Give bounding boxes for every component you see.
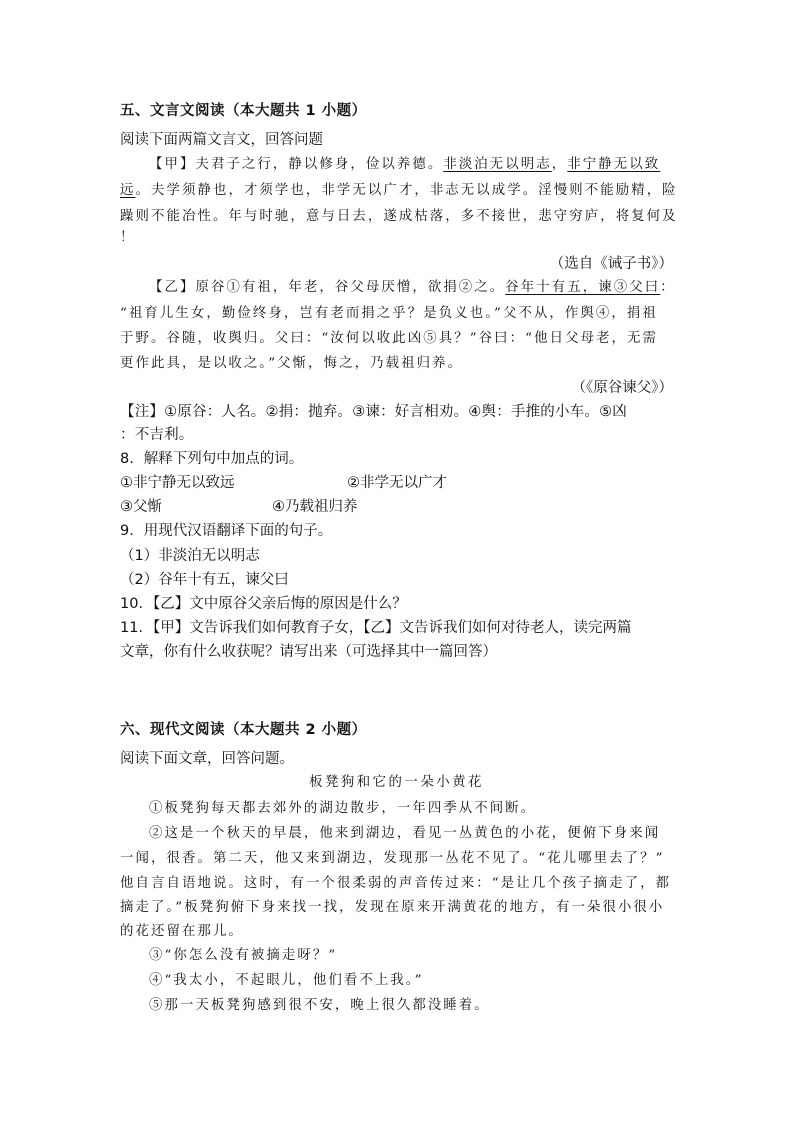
story-paragraph-2-line-3: 他自言自语地说。这时，有一个很柔弱的声音传过来：“是让几个孩子摘走了，都	[120, 876, 672, 891]
annotation-line-2: ：不吉利。	[120, 427, 194, 443]
jia-underlined-text: 远	[120, 183, 136, 198]
yi-text: ：	[660, 280, 676, 295]
jia-text: 【甲】夫君子之行，静以修身，俭以养德。	[149, 157, 444, 172]
section6-title: 六、现代文阅读（本大题共 2 小题）	[120, 722, 367, 738]
story-paragraph-2-line-2: 一闻，很香。第二天，他又来到湖边，发现那一丛花不见了。“花儿哪里去了？”	[120, 851, 665, 866]
story-title: 板凳狗和它的一朵小黄花	[309, 775, 484, 790]
section5-instruction: 阅读下面两篇文言文，回答问题	[120, 132, 323, 148]
question-9-item-1: （1）非淡泊无以明志	[120, 548, 260, 564]
yi-text: 【乙】原谷①有祖，年老，谷父母厌憎，欲捐②之。	[149, 280, 506, 295]
yi-line-1	[149, 278, 676, 298]
question-8-item-4: ④乃载祖归养	[272, 499, 358, 515]
story-paragraph-2-line-5: 的花还留在那儿。	[120, 924, 244, 939]
question-9: 9．用现代汉语翻译下面的句子。	[120, 523, 333, 539]
yi-line-2: “祖育儿生女，勤俭终身，岂有老而捐之乎？是负义也。”父不从，作舆④，捐祖	[120, 306, 658, 321]
annotation-line-1: 【注】①原谷：人名。②捐：抛弃。③谏：好言相劝。④舆：手推的小车。⑤凶	[120, 404, 627, 420]
story-paragraph-2-line-1: ②这是一个秋天的早晨，他来到湖边，看见一丛黄色的小花，便俯下身来闻	[149, 826, 661, 841]
yi-line-3: 于野。谷随，收舆归。父曰：“汝何以收此凶⑤具？”谷曰：“他日父母老，无需	[120, 331, 659, 346]
story-paragraph-4: ④“我太小，不起眼儿，他们看不上我。”	[149, 973, 424, 988]
yi-source: （《原谷谏父》）	[571, 380, 673, 396]
jia-underlined-text: 非宁静无以致	[567, 157, 661, 172]
question-9-item-2: （2）谷年十有五，谏父曰	[120, 572, 289, 588]
story-paragraph-3: ③“你怎么没有被摘走呀？”	[149, 948, 338, 963]
jia-line-4: ！	[120, 230, 136, 245]
jia-line-3: 躁则不能冶性。年与时驰，意与日去，遂成枯落，多不接世，悲守穷庐，将复何及	[120, 209, 678, 224]
section6-instruction: 阅读下面文章，回答问题。	[120, 751, 294, 767]
yi-line-4: 更作此具，是以收之。”父惭，悔之，乃载祖归养。	[120, 356, 464, 371]
jia-line-1	[149, 155, 660, 175]
question-11-line-2: 文章，你有什么收获呢？请写出来（可选择其中一篇回答）	[120, 644, 497, 660]
jia-underlined-text: 非淡泊无以明志	[443, 157, 552, 172]
section5-title: 五、文言文阅读（本大题共 1 小题）	[120, 103, 367, 119]
story-paragraph-5: ⑤那一天板凳狗感到很不安，晚上很久都没睡着。	[149, 998, 490, 1013]
question-8-item-3: ③父惭	[120, 499, 162, 515]
story-paragraph-1: ①板凳狗每天都去郊外的湖边散步，一年四季从不间断。	[149, 801, 537, 816]
yi-underlined-text: 谷年十有五，谏③父曰	[505, 280, 661, 295]
story-paragraph-2-line-4: 摘走了。”板凳狗俯下身来找一找，发现在原来开满黄花的地方，有一朵很小很小	[120, 900, 665, 915]
jia-source: （选自《诫子书》）	[549, 256, 673, 272]
question-8: 8．解释下列句中加点的词。	[120, 451, 304, 467]
jia-text: 。夫学须静也，才须学也，非学无以广才，非志无以成学。淫慢则不能励精，险	[135, 183, 678, 198]
jia-text: ，	[551, 157, 568, 172]
question-11-line-1: 11．【甲】文告诉我们如何教育子女，【乙】文告诉我们如何对待老人，读完两篇	[120, 620, 632, 636]
jia-line-2	[120, 181, 678, 201]
question-8-item-1: ①非宁静无以致远	[120, 475, 235, 491]
question-8-item-2: ②非学无以广才	[347, 475, 447, 491]
question-10: 10．【乙】文中原谷父亲后悔的原因是什么？	[120, 596, 407, 612]
